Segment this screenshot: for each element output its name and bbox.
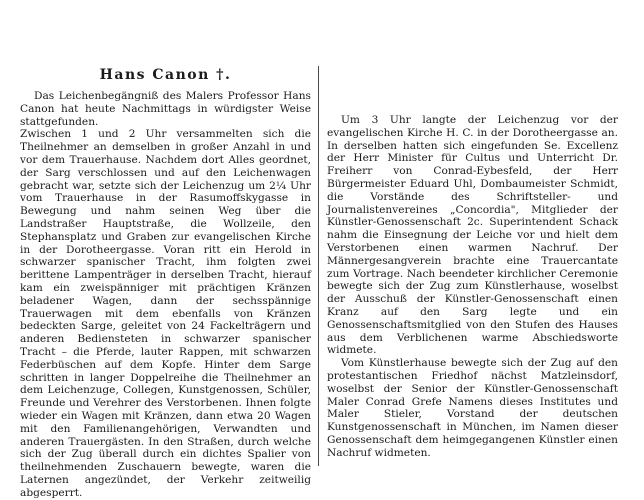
left-column (20, 66, 311, 500)
article-paragraph: Vom Künstlerhause bewegte sich der Zug auf den protestantischen Friedhof nächst Matzleinsdorf, woselbst der Senior der Künstler-Genossenschaft Maler Conrad Grefe Namens dieses Institutes und Maler Stieler, Vorstand der deutschen Kunstgenossenschaft in München, im Namen dieser Genossenschaft dem heimgegangenen Künstler einen Nachruf widmeten. (327, 357, 618, 459)
article-paragraph: Zwischen 1 und 2 Uhr versammelten sich die Theilnehmer an demselben in großer Anzahl in und vor dem Trauerhause. Nachdem dort Alles geordnet, der Sarg verschlossen und auf den Leichenwagen gebracht war, setzte sich der Leichenzug um 2¼ Uhr vom Trauerhause in der Rasumoffskygasse in Bewegung und nahm seinen Weg über die Landstraßer Hauptstraße, die Wollzeile, den Stephansplatz und Graben zur evangelischen Kirche in der Dorotheergasse. Voran ritt ein Herold in schwarzer spanischer Tracht, ihm folgten zwei berittene Lampenträger in derselben Tracht, hierauf kam ein zweispänniger mit prächtigen Kränzen beladener Wagen, dann der sechsspännige Trauerwagen mit dem ebenfalls von Kränzen bedeckten Sarge, geleitet von 24 Fackelträgern und anderen Bediensteten in schwarzer spanischer Tracht – die Pferde, lauter Rappen, mit schwarzen Federbüschen auf dem Kopfe. Hinter dem Sarge schritten in langer Doppelreihe die Theilnehmer an dem Leichenzuge, Collegen, Kunstgenossen, Schüler, Freunde und Verehrer des Verstorbenen. Ihnen folgte wieder ein Wagen mit Kränzen, dann etwa 20 Wagen mit den Familienangehörigen, Verwandten und anderen Trauergästen. In den Straßen, durch welche sich der Zug überall durch ein dichtes Spalier von theilnehmenden Zuschauern bewegte, waren die Laternen angezündet, der Verkehr zeitweilig abgesperrt. (20, 128, 311, 499)
column-divider (318, 66, 319, 466)
article-paragraph: Das Leichenbegängniß des Malers Professor Hans Canon hat heute Nachmittags in würdigster Weise stattgefunden. (20, 90, 311, 128)
article-paragraph: Um 3 Uhr langte der Leichenzug vor der evangelischen Kirche H. C. in der Dorotheergasse an. In derselben hatten sich eingefunden Se. Excellenz der Herr Minister für Cultus und Unterricht Dr. Freiherr von Conrad-Eybesfeld, der Herr Bürgermeister Eduard Uhl, Dombaumeister Schmidt, die Vorstände des Schriftsteller- und Journalistenvereines „Concordia", Mitglieder der Künstler-Genossenschaft 2c. Superintendent Schack nahm die Einsegnung der Leiche vor und hielt dem Verstorbenen einen warmen Nachruf. Der Männergesangverein brachte eine Trauercantate zum Vortrage. Nach beendeter kirchlicher Ceremonie bewegte sich der Zug zum Künstlerhause, woselbst der Ausschuß der Künstler-Genossenschaft einen Kranz auf den Sarg legte und ein Genossenschaftsmitglied von den Stufen des Hauses aus dem Verblichenen warme Abschiedsworte widmete. (327, 114, 618, 357)
right-column (327, 114, 618, 460)
article-title: Hans Canon †. (99, 67, 232, 83)
